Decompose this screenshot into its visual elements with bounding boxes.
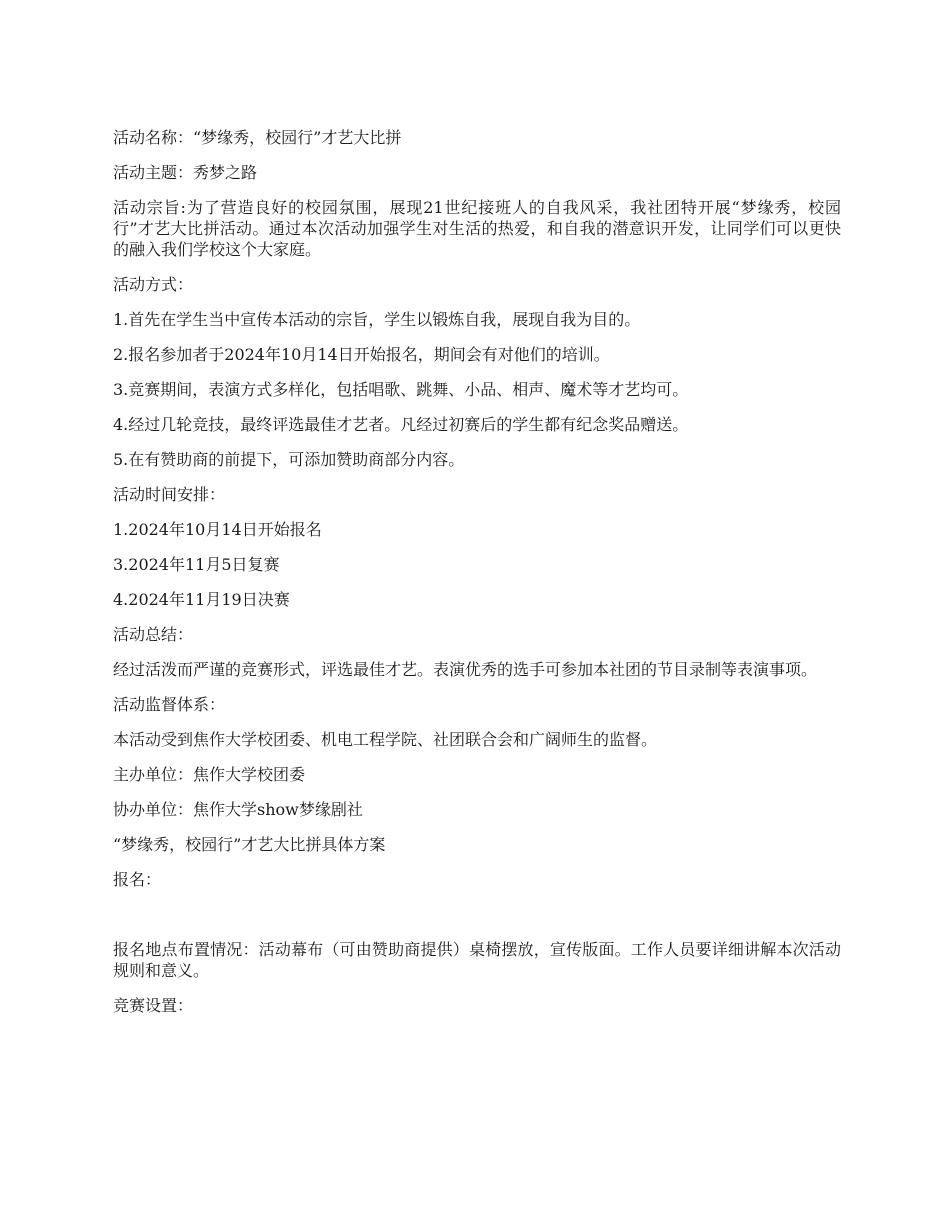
host-organization: 主办单位：焦作大学校团委 <box>113 765 306 784</box>
blank-line <box>113 904 841 925</box>
activity-purpose: 活动宗旨:为了营造良好的校园氛围，展现21世纪接班人的自我风采，我社团特开展“梦缘秀，校园行”才艺大比拼活动。通过本次活动加强学生对生活的热爱，和自我的潜意识开发，让同学们可以更快的融入我们学校这个大家庭。 <box>113 198 841 259</box>
schedule-item-3: 3.2024年11月5日复赛 <box>113 555 280 574</box>
co-organizer: 协办单位：焦作大学show梦缘剧社 <box>113 800 363 819</box>
supervision-heading: 活动监督体系： <box>113 695 226 714</box>
activity-theme: 活动主题：秀梦之路 <box>113 163 258 182</box>
summary-heading: 活动总结： <box>113 625 194 644</box>
method-item-2: 2.报名参加者于2024年10月14日开始报名，期间会有对他们的培训。 <box>113 345 610 364</box>
activity-method-heading: 活动方式： <box>113 275 194 294</box>
method-item-1: 1.首先在学生当中宣传本活动的宗旨，学生以锻炼自我，展现自我为目的。 <box>113 310 641 329</box>
schedule-heading: 活动时间安排： <box>113 485 226 504</box>
registration-heading: 报名： <box>113 870 162 889</box>
method-item-4: 4.经过几轮竞技，最终评选最佳才艺者。凡经过初赛后的学生都有纪念奖品赠送。 <box>113 415 689 434</box>
activity-name: 活动名称：“梦缘秀，校园行”才艺大比拼 <box>113 128 402 147</box>
method-item-3: 3.竞赛期间，表演方式多样化，包括唱歌、跳舞、小品、相声、魔术等才艺均可。 <box>113 380 689 399</box>
schedule-item-1: 1.2024年10月14日开始报名 <box>113 520 322 539</box>
method-item-5: 5.在有赞助商的前提下，可添加赞助商部分内容。 <box>113 450 465 469</box>
schedule-item-4: 4.2024年11月19日决赛 <box>113 590 290 609</box>
document-body <box>113 127 841 1030</box>
competition-settings-heading: 竞赛设置： <box>113 996 194 1015</box>
supervision-text: 本活动受到焦作大学校团委、机电工程学院、社团联合会和广阔师生的监督。 <box>113 730 658 749</box>
registration-venue-setup: 报名地点布置情况：活动幕布（可由赞助商提供）桌椅摆放，宣传版面。工作人员要详细讲解本次活动规则和意义。 <box>113 940 841 980</box>
summary-text: 经过活泼而严谨的竞赛形式，评选最佳才艺。表演优秀的选手可参加本社团的节目录制等表演事项。 <box>113 660 818 679</box>
plan-title: “梦缘秀，校园行”才艺大比拼具体方案 <box>113 835 386 854</box>
